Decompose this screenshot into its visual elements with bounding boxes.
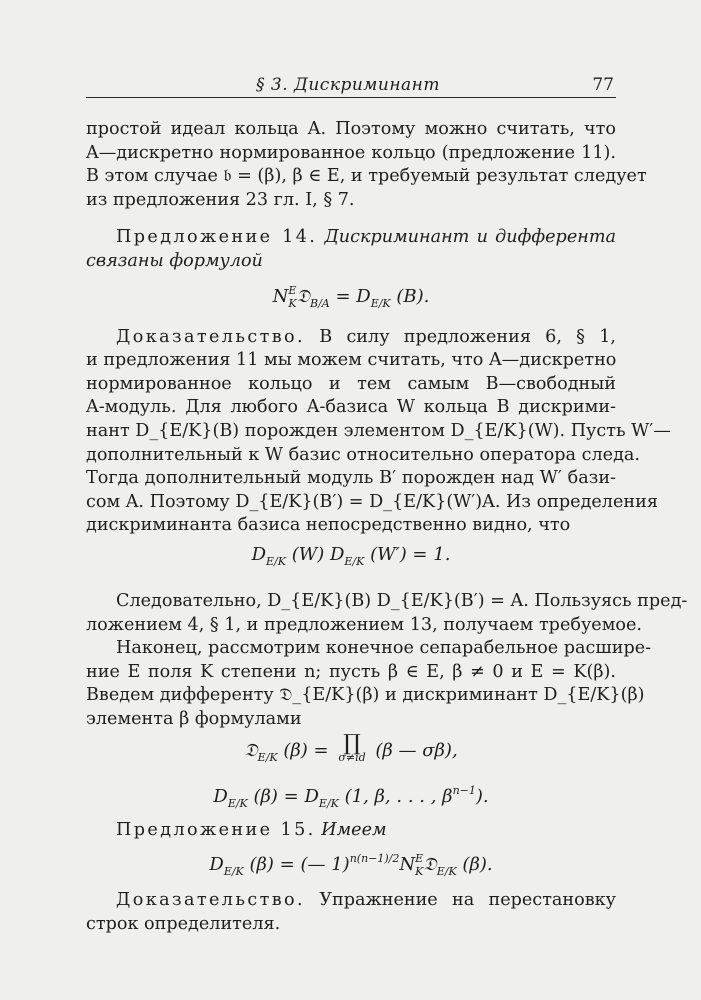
text-line: сом A. Поэтому D_{E/K}(B′) = D_{E/K}(W′)A. Из определения <box>86 491 658 512</box>
proposition-text: Имеем <box>321 820 387 841</box>
proof-text: В силу предложения 6, § 1, <box>319 326 616 347</box>
text-line: строк определителя. <box>86 913 281 934</box>
running-header <box>86 73 616 98</box>
text-line: A-модуль. Для любого A-базиса W кольца B дискрими- <box>86 397 616 418</box>
text-line: ние E поля K степени n; пусть β ∈ E, β ≠ 0 и E = K(β). <box>86 661 616 682</box>
section-title: § 3. Дискриминант <box>256 75 440 95</box>
text-line: нормированное кольцо и тем самым B—свободный <box>86 373 616 394</box>
text-line: Введем дифференту 𝔇_{E/K}(β) и дискриминант D_{E/K}(β) <box>86 685 645 706</box>
page-body <box>86 118 688 936</box>
text-line: Следовательно, D_{E/K}(B) D_{E/K}(B′) = A. Пользуясь пред- <box>116 590 688 611</box>
proposition-15-line <box>86 819 616 843</box>
text-line: элемента β формулами <box>86 708 302 729</box>
text-line: Тогда дополнительный модуль B′ порожден над W′ бази- <box>86 468 616 489</box>
text-line: и предложения 11 мы можем считать, что A—дискретно <box>86 350 617 371</box>
text-line: дополнительный к W базис относительно оператора следа. <box>86 444 640 465</box>
text-line: В этом случае 𝔟 = (β), β ∈ E, и требуемый результат следует <box>86 166 647 187</box>
proposition-label: Предложение 14. <box>116 227 318 248</box>
text-line: из предложения 23 гл. I, § 7. <box>86 189 355 210</box>
proposition-label: Предложение 15. <box>116 820 316 841</box>
formula-4: $D_{E/K}$ $(\beta) = D_{E/K}$ (1, β, . . . , $\beta^{n-1}$). <box>213 784 489 811</box>
formula-2: $D_{E/K}$ (W) $D_{E/K}$ (W′) = 1. <box>251 543 451 568</box>
text-line: простой идеал кольца A. Поэтому можно считать, что <box>86 119 616 139</box>
proposition-text: связаны формулой <box>86 250 263 271</box>
formula-1: $N^E_K𝔇_{B/A} = D_{E/K}$ (B). <box>272 283 430 310</box>
proof-label: Доказательство. <box>116 326 306 347</box>
proposition-14-line <box>86 226 616 250</box>
proof-label: Доказательство. <box>116 890 306 911</box>
proof-text: Упражнение на перестановку <box>319 890 616 911</box>
product-symbol: ∏ σ≠id <box>338 731 366 765</box>
text-line: ложением 4, § 1, и предложением 13, получаем требуемое. <box>86 614 642 635</box>
page-number: 77 <box>592 75 614 95</box>
proposition-text: Дискриминант и дифферента <box>324 227 616 248</box>
text-line: A—дискретно нормированное кольцо (предложение 11). <box>86 142 616 163</box>
text-line: нант D_{E/K}(B) порожден элементом D_{E/K}(W). Пусть W′— <box>86 420 671 441</box>
formula-5: $D_{E/K}$ (β) = (— $1)^{n(n-1)/2}N^E_K𝔇_{E/K}$ (β). <box>209 852 493 879</box>
text-line: дискриминанта базиса непосредственно видно, что <box>86 515 571 536</box>
formula-3: 𝔇$_{E/K}$ (β) = ∏ σ≠id (β — σβ), <box>244 731 458 765</box>
proof-line <box>86 889 616 913</box>
text-line: Наконец, рассмотрим конечное сепарабельное расшире- <box>116 638 652 659</box>
proof-line <box>86 326 616 350</box>
